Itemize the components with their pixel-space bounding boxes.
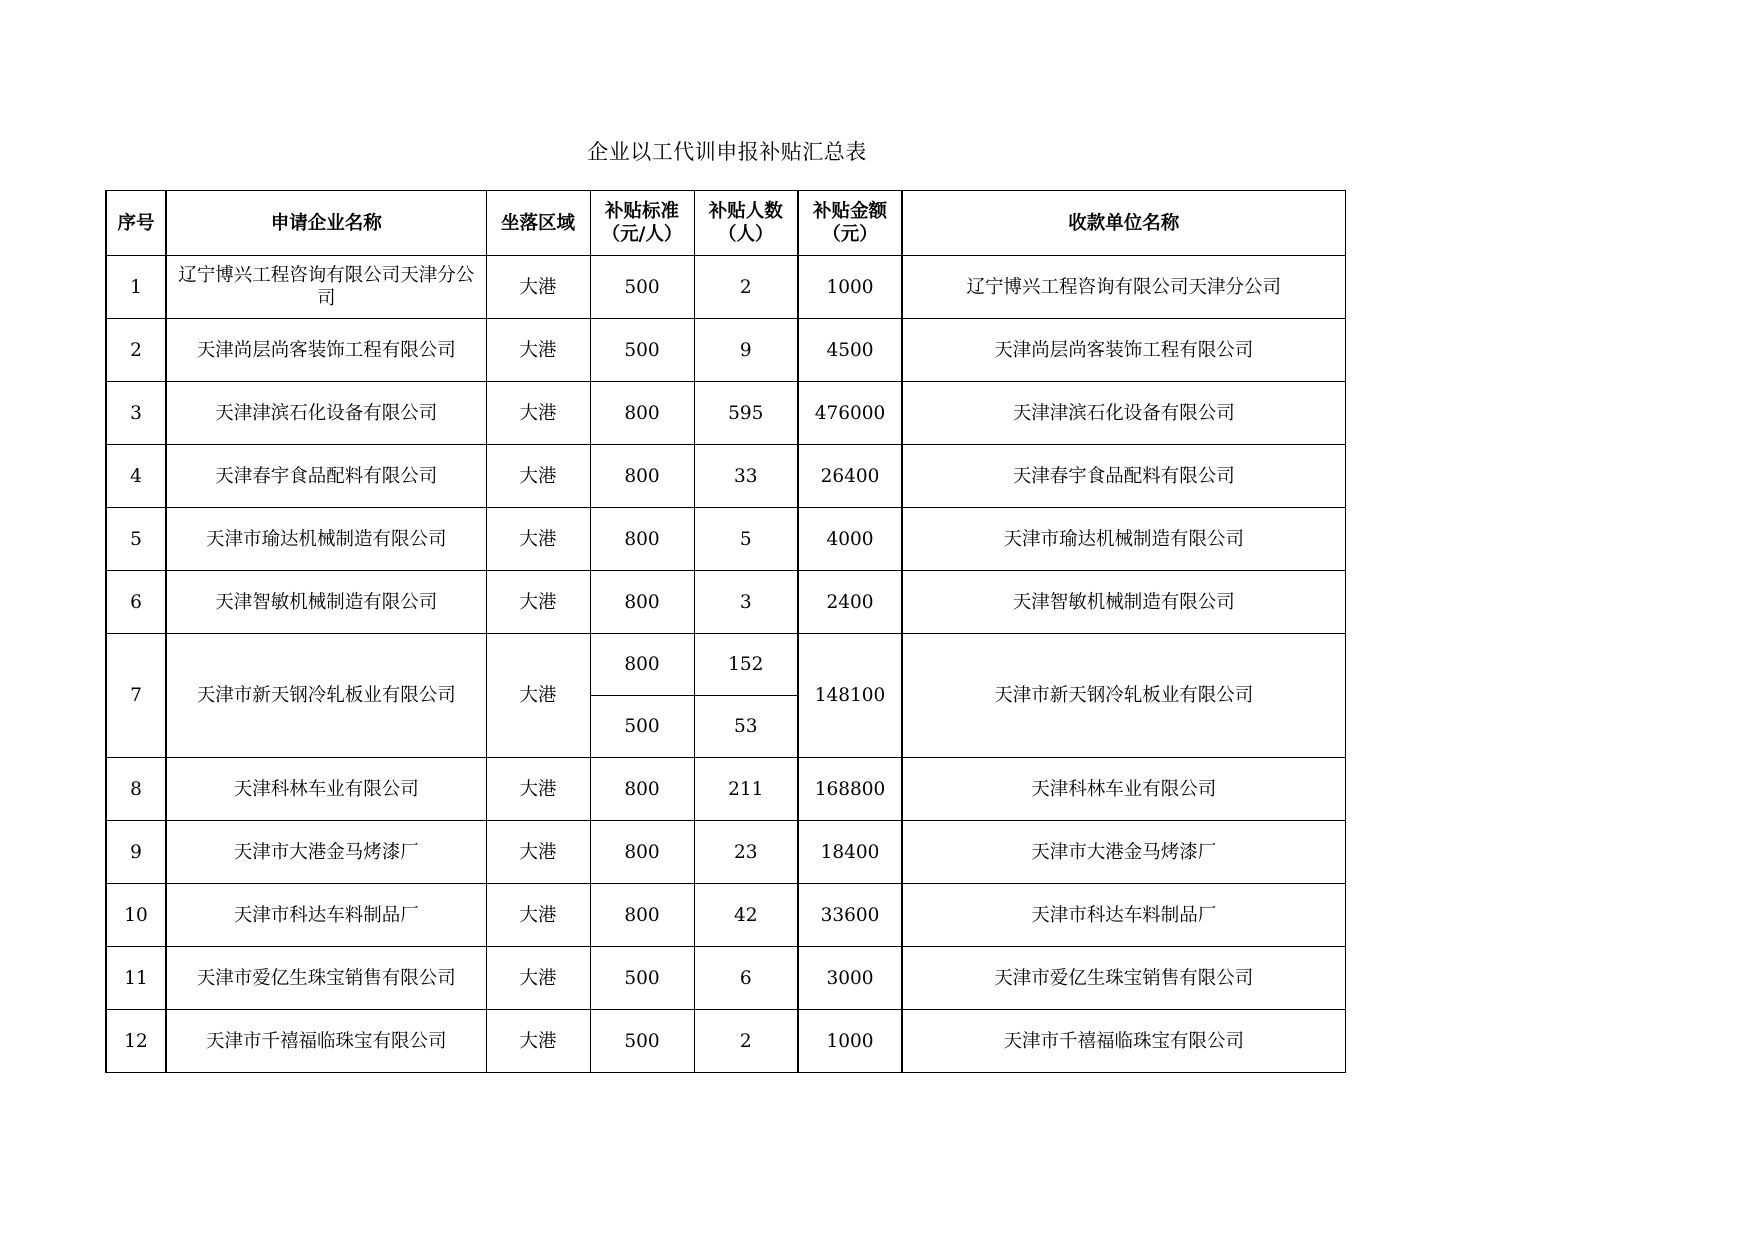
cell-payee: 天津尚层尚客装饰工程有限公司 — [902, 319, 1345, 382]
cell-payee: 天津市大港金马烤漆厂 — [902, 821, 1345, 884]
cell-seq: 7 — [106, 634, 166, 758]
cell-company: 天津市千禧福临珠宝有限公司 — [166, 1010, 486, 1073]
cell-district: 大港 — [486, 884, 590, 947]
cell-count: 152 — [694, 634, 798, 696]
cell-company: 天津市大港金马烤漆厂 — [166, 821, 486, 884]
cell-standard: 500 — [590, 696, 694, 758]
table-row-split-a — [106, 634, 1345, 696]
cell-standard: 800 — [590, 884, 694, 947]
header-seq: 序号 — [106, 191, 166, 256]
cell-company: 天津尚层尚客装饰工程有限公司 — [166, 319, 486, 382]
cell-amount: 168800 — [798, 758, 902, 821]
table-row — [106, 445, 1345, 508]
page-title: 企业以工代训申报补贴汇总表 — [587, 140, 867, 164]
cell-company: 辽宁博兴工程咨询有限公司天津分公司 — [166, 256, 486, 319]
subsidy-summary-table — [105, 190, 1346, 1073]
cell-amount: 476000 — [798, 382, 902, 445]
cell-standard: 500 — [590, 947, 694, 1010]
cell-standard: 500 — [590, 256, 694, 319]
cell-company: 天津科林车业有限公司 — [166, 758, 486, 821]
cell-seq: 2 — [106, 319, 166, 382]
cell-district: 大港 — [486, 256, 590, 319]
cell-standard: 800 — [590, 382, 694, 445]
cell-seq: 12 — [106, 1010, 166, 1073]
cell-amount: 1000 — [798, 1010, 902, 1073]
cell-district: 大港 — [486, 571, 590, 634]
cell-count: 211 — [694, 758, 798, 821]
cell-standard: 800 — [590, 508, 694, 571]
cell-amount: 26400 — [798, 445, 902, 508]
cell-payee: 天津市爱亿生珠宝销售有限公司 — [902, 947, 1345, 1010]
cell-standard: 800 — [590, 634, 694, 696]
header-row — [106, 191, 1345, 256]
header-count-line1: 补贴人数 — [708, 201, 783, 222]
table-row — [106, 821, 1345, 884]
header-amount-line2: （元） — [822, 224, 878, 245]
cell-amount: 33600 — [798, 884, 902, 947]
cell-seq: 11 — [106, 947, 166, 1010]
cell-district: 大港 — [486, 445, 590, 508]
cell-company: 天津市爱亿生珠宝销售有限公司 — [166, 947, 486, 1010]
cell-seq: 1 — [106, 256, 166, 319]
cell-company: 天津市瑜达机械制造有限公司 — [166, 508, 486, 571]
cell-company: 天津津滨石化设备有限公司 — [166, 382, 486, 445]
cell-count: 5 — [694, 508, 798, 571]
header-district: 坐落区域 — [486, 191, 590, 256]
cell-amount: 18400 — [798, 821, 902, 884]
cell-count: 2 — [694, 256, 798, 319]
cell-standard: 800 — [590, 445, 694, 508]
cell-seq: 6 — [106, 571, 166, 634]
table-row — [106, 947, 1345, 1010]
cell-amount: 3000 — [798, 947, 902, 1010]
header-standard-line2: （元/人） — [601, 224, 683, 245]
header-amount-line1: 补贴金额 — [812, 201, 887, 222]
cell-district: 大港 — [486, 634, 590, 758]
table-row — [106, 508, 1345, 571]
header-payee: 收款单位名称 — [902, 191, 1345, 256]
header-company: 申请企业名称 — [166, 191, 486, 256]
cell-company: 天津春宇食品配料有限公司 — [166, 445, 486, 508]
cell-standard: 800 — [590, 821, 694, 884]
cell-district: 大港 — [486, 1010, 590, 1073]
cell-standard: 500 — [590, 319, 694, 382]
table-row — [106, 1010, 1345, 1073]
cell-seq: 10 — [106, 884, 166, 947]
table-row — [106, 382, 1345, 445]
cell-payee: 天津科林车业有限公司 — [902, 758, 1345, 821]
cell-company: 天津市新天钢冷轧板业有限公司 — [166, 634, 486, 758]
cell-company: 天津市科达车料制品厂 — [166, 884, 486, 947]
header-amount — [798, 191, 902, 256]
cell-seq: 3 — [106, 382, 166, 445]
cell-district: 大港 — [486, 382, 590, 445]
cell-standard: 800 — [590, 571, 694, 634]
cell-payee: 天津市瑜达机械制造有限公司 — [902, 508, 1345, 571]
cell-count: 3 — [694, 571, 798, 634]
cell-district: 大港 — [486, 508, 590, 571]
cell-seq: 9 — [106, 821, 166, 884]
cell-payee: 天津市科达车料制品厂 — [902, 884, 1345, 947]
cell-count: 23 — [694, 821, 798, 884]
cell-payee: 天津春宇食品配料有限公司 — [902, 445, 1345, 508]
cell-payee: 天津津滨石化设备有限公司 — [902, 382, 1345, 445]
cell-amount: 148100 — [798, 634, 902, 758]
cell-count: 53 — [694, 696, 798, 758]
table-row — [106, 319, 1345, 382]
cell-district: 大港 — [486, 821, 590, 884]
cell-seq: 5 — [106, 508, 166, 571]
cell-count: 595 — [694, 382, 798, 445]
header-standard-line1: 补贴标准 — [604, 201, 679, 222]
cell-payee: 天津智敏机械制造有限公司 — [902, 571, 1345, 634]
cell-district: 大港 — [486, 758, 590, 821]
cell-amount: 4500 — [798, 319, 902, 382]
cell-count: 6 — [694, 947, 798, 1010]
cell-amount: 4000 — [798, 508, 902, 571]
cell-payee: 天津市千禧福临珠宝有限公司 — [902, 1010, 1345, 1073]
cell-standard: 500 — [590, 1010, 694, 1073]
cell-payee: 辽宁博兴工程咨询有限公司天津分公司 — [902, 256, 1345, 319]
table-row — [106, 884, 1345, 947]
cell-amount: 2400 — [798, 571, 902, 634]
cell-count: 2 — [694, 1010, 798, 1073]
header-standard — [590, 191, 694, 256]
cell-amount: 1000 — [798, 256, 902, 319]
cell-standard: 800 — [590, 758, 694, 821]
cell-seq: 4 — [106, 445, 166, 508]
table-row — [106, 256, 1345, 319]
cell-count: 42 — [694, 884, 798, 947]
header-count-line2: （人） — [717, 224, 774, 245]
cell-district: 大港 — [486, 319, 590, 382]
cell-company: 天津智敏机械制造有限公司 — [166, 571, 486, 634]
cell-district: 大港 — [486, 947, 590, 1010]
table-row — [106, 571, 1345, 634]
cell-count: 33 — [694, 445, 798, 508]
cell-count: 9 — [694, 319, 798, 382]
header-count — [694, 191, 798, 256]
cell-seq: 8 — [106, 758, 166, 821]
cell-payee: 天津市新天钢冷轧板业有限公司 — [902, 634, 1345, 758]
table-row — [106, 758, 1345, 821]
